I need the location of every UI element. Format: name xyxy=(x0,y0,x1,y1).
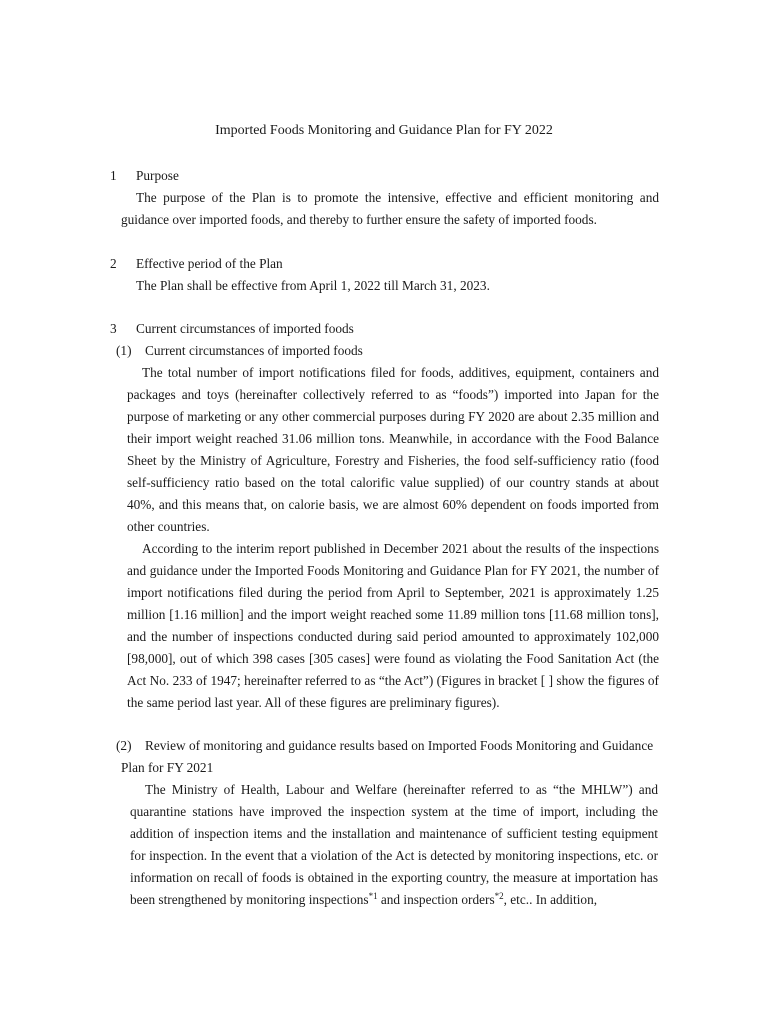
section-1-heading xyxy=(110,165,670,187)
section-1-number: 1 xyxy=(110,168,117,183)
section-1-title: Purpose xyxy=(136,168,179,183)
subsection-1-title: Current circumstances of imported foods xyxy=(145,343,363,358)
subsection-2-title-line-1: Review of monitoring and guidance results based on Imported Foods Monitoring and Guidance xyxy=(145,738,654,753)
subsection-2-text-main: The Ministry of Health, Labour and Welfare (hereinafter referred to as “the MHLW”) and quarantine stations have improved the inspection system at the time of import, including the addition of inspection items and the installation and maintenance of sufficient testing equipment for inspection. In the event that a violation of the Act is detected by monitoring inspections, etc. or information on recall of foods is obtained in the exporting country, the measure at importation has been strengthened by monitoring inspections xyxy=(130,782,658,907)
subsection-2-heading xyxy=(116,735,659,779)
subsection-2-text-mid: and inspection orders xyxy=(377,892,495,907)
subsection-2-number: (2) xyxy=(116,738,132,753)
document-title: Imported Foods Monitoring and Guidance Plan for FY 2022 xyxy=(215,123,553,138)
subsection-2-text-end: , etc.. In addition, xyxy=(503,892,598,907)
section-2-text: The Plan shall be effective from April 1, 2022 till March 31, 2023. xyxy=(136,278,490,293)
section-2-title: Effective period of the Plan xyxy=(136,256,283,271)
footnote-ref-1: *1 xyxy=(368,891,378,901)
section-2-number: 2 xyxy=(110,256,117,271)
subsection-1-number: (1) xyxy=(116,343,132,358)
subsection-2-paragraph xyxy=(130,779,658,911)
subsection-1-paragraph-2: According to the interim report published in December 2021 about the results of the inspections and guidance under the Imported Foods Monitoring and Guidance Plan for FY 2021, the number of import notifications filed during the period from April to September, 2021 is approximately 1.25 million [1.16 million] and the import weight reached some 11.89 million tons [11.68 million tons], and the number of inspections conducted during said period amounted to approximately 102,000 [98,000], out of which 398 cases [305 cases] were found as violating the Food Sanitation Act (the Act No. 233 of 1947; hereinafter referred to as “the Act”) (Figures in bracket [ ] show the figures of the same period last year. All of these figures are preliminary figures). xyxy=(127,541,659,710)
section-1-text: The purpose of the Plan is to promote the intensive, effective and efficient monitoring and guidance over imported foods, and thereby to further ensure the safety of imported foods. xyxy=(121,190,659,227)
subsection-1-paragraph-1: The total number of import notifications filed for foods, additives, equipment, containers and packages and toys (hereinafter collectively referred to as “foods”) imported into Japan for the purpose of marketing or any other commercial purposes during FY 2020 are about 2.35 million and their import weight reached 31.06 million tons. Meanwhile, in accordance with the Food Balance Sheet by the Ministry of Agriculture, Forestry and Fisheries, the food self-sufficiency ratio (food self-sufficiency ratio based on the total calorific value supplied) of our country stands at about 40%, and this means that, on calorie basis, we are almost 60% dependent on foods imported from other countries. xyxy=(127,365,659,534)
subsection-2-title-line-2: Plan for FY 2021 xyxy=(121,760,214,775)
section-2-heading xyxy=(110,253,670,275)
section-3-heading xyxy=(110,318,670,340)
footnote-ref-2: *2 xyxy=(494,891,504,901)
section-3-title: Current circumstances of imported foods xyxy=(136,321,354,336)
subsection-1-heading xyxy=(116,340,676,362)
section-3-number: 3 xyxy=(110,321,117,336)
